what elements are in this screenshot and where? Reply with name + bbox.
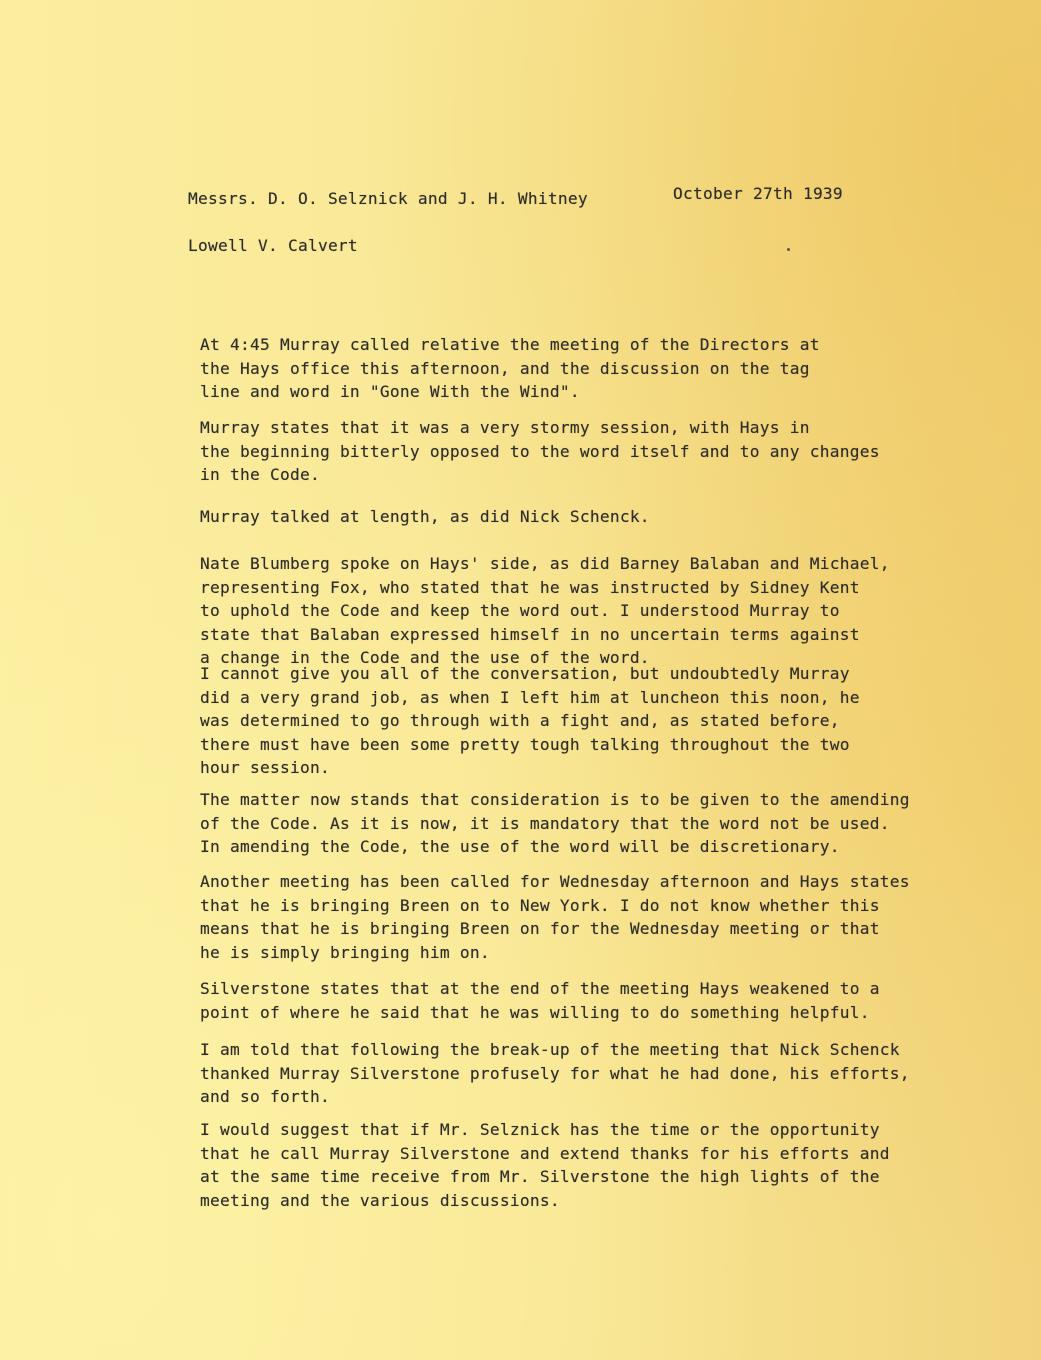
text-line: the Hays office this afternoon, and the discussion on the tag xyxy=(200,358,810,378)
paragraph-7 xyxy=(200,870,940,964)
paragraph-2 xyxy=(200,416,940,487)
text-line: Another meeting has been called for Wednesday afternoon and Hays states xyxy=(200,872,910,891)
text-line: At 4:45 Murray called relative the meeting of the Directors at xyxy=(200,335,820,354)
paragraph-4 xyxy=(200,552,940,670)
text-line: state that Balaban expressed himself in no uncertain terms against xyxy=(200,624,860,644)
text-line: in the Code. xyxy=(200,465,320,484)
text-line: a change in the Code and the use of the word. xyxy=(200,648,650,667)
text-line: meeting and the various discussions. xyxy=(200,1190,560,1210)
text-line: I cannot give you all of the conversation, but undoubtedly Murray xyxy=(200,664,850,683)
memo-recipients: Messrs. D. O. Selznick and J. H. Whitney xyxy=(188,189,588,208)
text-line: hour session. xyxy=(200,758,330,777)
text-line: to uphold the Code and keep the word out. I understood Murray to xyxy=(200,601,840,620)
text-line: and so forth. xyxy=(200,1087,330,1106)
paragraph-1 xyxy=(200,333,940,404)
text-line: that he call Murray Silverstone and extend thanks for his efforts and xyxy=(200,1143,890,1163)
text-line: means that he is bringing Breen on for the Wednesday meeting or that xyxy=(200,919,880,938)
text-line: there must have been some pretty tough talking throughout the two xyxy=(200,734,850,754)
text-line: In amending the Code, the use of the word will be discretionary. xyxy=(200,837,840,856)
text-line: he is simply bringing him on. xyxy=(200,942,490,962)
text-line: point of where he said that he was willing to do something helpful. xyxy=(200,1002,870,1022)
memo-sender: Lowell V. Calvert xyxy=(188,236,358,255)
text-line: the beginning bitterly opposed to the word itself and to any changes xyxy=(200,441,880,461)
text-line: did a very grand job, as when I left him at luncheon this noon, he xyxy=(200,687,860,707)
paragraph-6 xyxy=(200,788,940,859)
paragraph-9 xyxy=(200,1038,940,1109)
text-line: at the same time receive from Mr. Silverstone the high lights of the xyxy=(200,1167,880,1186)
text-line: The matter now stands that consideration is to be given to the amending xyxy=(200,790,910,809)
paragraph-3 xyxy=(200,505,940,529)
text-line: Silverstone states that at the end of the meeting Hays weakened to a xyxy=(200,979,880,998)
paragraph-5 xyxy=(200,662,940,780)
text-line: representing Fox, who stated that he was instructed by Sidney Kent xyxy=(200,577,860,597)
text-line: Nate Blumberg spoke on Hays' side, as did Barney Balaban and Michael, xyxy=(200,554,890,573)
memo-date: October 27th 1939 xyxy=(673,184,843,203)
text-line: thanked Murray Silverstone profusely for what he had done, his efforts, xyxy=(200,1063,910,1083)
text-line: Murray states that it was a very stormy session, with Hays in xyxy=(200,418,810,437)
text-line: was determined to go through with a fight and, as stated before, xyxy=(200,711,840,730)
text-line: line and word in "Gone With the Wind". xyxy=(200,382,580,401)
ink-dot xyxy=(787,248,790,251)
paragraph-10 xyxy=(200,1118,940,1212)
text-line: I am told that following the break-up of the meeting that Nick Schenck xyxy=(200,1040,900,1059)
text-line: of the Code. As it is now, it is mandatory that the word not be used. xyxy=(200,813,890,833)
text-line: that he is bringing Breen on to New York. I do not know whether this xyxy=(200,895,880,915)
text-line: Murray talked at length, as did Nick Schenck. xyxy=(200,507,650,526)
paragraph-8 xyxy=(200,977,940,1024)
text-line: I would suggest that if Mr. Selznick has the time or the opportunity xyxy=(200,1120,880,1139)
